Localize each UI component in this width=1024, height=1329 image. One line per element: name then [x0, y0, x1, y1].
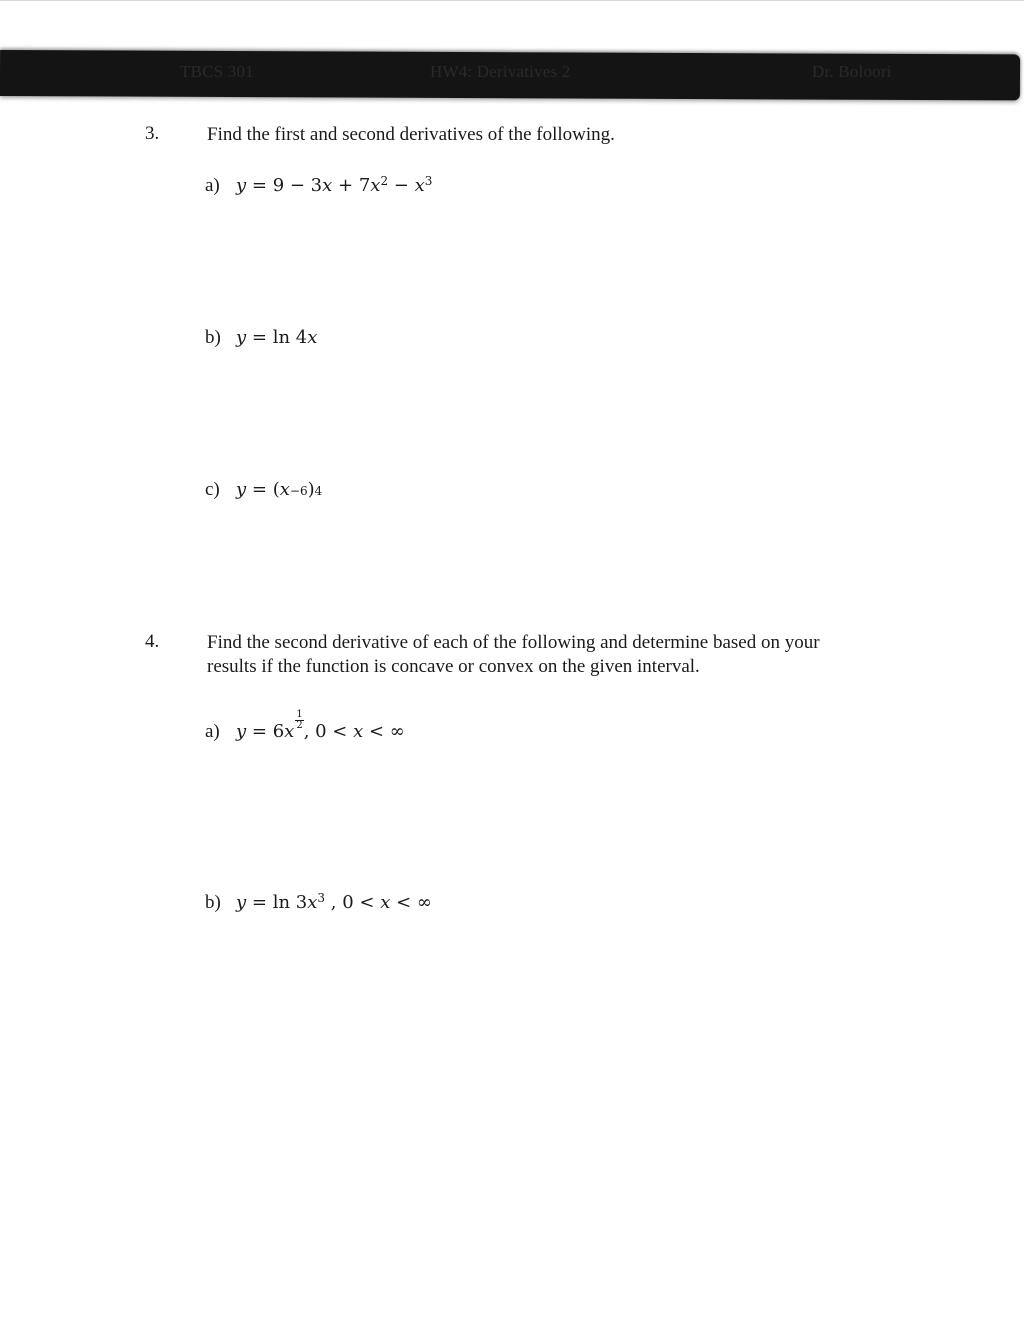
part-label: b) [205, 327, 221, 348]
question-3-number: 3. [145, 123, 160, 144]
expression-3c: y = (x−6)4 [236, 479, 323, 500]
question-3-part-b [205, 327, 317, 349]
part-label: b) [205, 892, 221, 913]
expression-4a: y = 6x $\frac{1}{2}$ , 0 < x < ∞ [236, 709, 405, 742]
top-border-line [0, 0, 1024, 1]
header-instructor: Dr. Boloori [812, 62, 892, 81]
question-3-part-c [205, 479, 322, 501]
part-label: a) [205, 721, 220, 742]
question-4-prompt [207, 631, 887, 679]
question-4-number: 4. [145, 631, 160, 652]
fraction-exponent: $\frac{1}{2}$ [296, 709, 303, 731]
question-3-part-a [205, 175, 432, 197]
part-label: a) [205, 175, 220, 196]
question-4-part-b [205, 892, 432, 914]
part-label: c) [205, 479, 220, 500]
question-3-prompt: Find the first and second derivatives of the following. [207, 124, 615, 145]
header-course: TBCS 301 [180, 62, 254, 81]
header-assignment: HW4: Derivatives 2 [430, 62, 571, 81]
question-4-part-a [205, 710, 405, 743]
expression-4b: $y = \ln 3x^3$ , 0 < x < ∞ [236, 891, 432, 913]
question-4-prompt-line1: Find the second derivative of each of the following and determine based on your [207, 632, 820, 653]
question-4-prompt-line2: results if the function is concave or convex on the given interval. [207, 656, 700, 677]
expression-3a: $y = 9 - 3x + 7x^2 - x^3$ [236, 174, 433, 196]
expression-3b: y = ln 4x [236, 327, 318, 348]
